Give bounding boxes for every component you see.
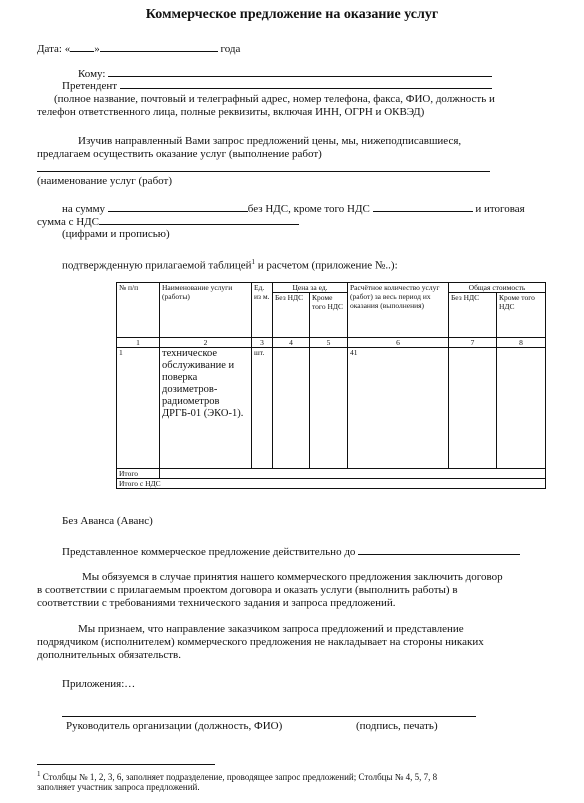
sum-suffix: и итоговая [475,203,525,215]
date-line [37,40,240,56]
col-number-8: 8 [497,338,546,348]
applicant-hint-1: (полное название, почтовый и телеграфный адрес, номер телефона, факса, ФИО, должность и [54,93,495,105]
attachments-label: Приложения:… [62,678,136,690]
row-total-vat[interactable] [497,348,546,469]
sum-line-2 [37,213,299,229]
sum-prefix: на сумму [62,203,106,215]
applicant-field[interactable] [120,77,492,89]
sum-mid: без НДС, кроме того НДС [247,203,370,215]
header-price: Цена за ед. [273,283,348,293]
confirmed-tail: и расчетом (приложение №..): [255,259,398,272]
row-total-net[interactable] [449,348,497,469]
header-num: № п/п [117,283,160,338]
header-price-net: Без НДС [273,293,310,338]
col-number-6: 6 [348,338,449,348]
date-month-field[interactable] [100,40,218,52]
signature-head-label: Руководитель организации (должность, ФИО) [66,720,283,732]
service-field[interactable] [37,171,490,172]
header-price-vat: Кроме того НДС [310,293,348,338]
col-number-5: 5 [310,338,348,348]
document-title: Коммерческое предложение на оказание услуг [145,7,439,22]
sum-total-field[interactable] [99,213,299,225]
obligation-text-3: соответствии с требованиями технического задания и запроса предложений. [37,597,396,609]
header-unit: Ед. из м. [252,283,273,338]
header-total-vat: Кроме того НДС [497,293,546,338]
intro-text-1: Изучив направленный Вами запрос предложений цены, мы, нижеподписавшиеся, [78,135,462,147]
confirmed-main: подтвержденную прилагаемой таблицей [62,259,252,272]
col-number-1: 1 [117,338,160,348]
col-number-2: 2 [160,338,252,348]
footnote-number: 1 [37,770,41,778]
date-suffix: года [217,43,241,55]
signature-sign-label: (подпись, печать) [356,720,438,732]
footnote-separator [37,764,215,765]
date-mid: » [94,43,100,55]
recognition-text-2: подрядчиком (исполнителем) коммерческого предложения не накладывает на стороны никаких [37,636,484,648]
col-number-3: 3 [252,338,273,348]
row-service-name: техническое обслуживание и поверка дозиметров-радиометров ДРГБ-01 (ЭКО-1). [160,348,252,469]
applicant-line [62,77,492,93]
row-price-net[interactable] [273,348,310,469]
header-qty: Расчётное количество услуг (работ) за весь период их оказания (выполнения) [348,283,449,338]
row-num: 1 [117,348,160,469]
row-price-vat[interactable] [310,348,348,469]
confirmed-text [62,256,398,273]
advance-text: Без Аванса (Аванс) [62,515,153,527]
date-day-field[interactable] [70,40,94,52]
sum-vat-field[interactable] [373,200,473,212]
header-name: Наименование услуги (работы) [160,283,252,338]
total-value[interactable] [160,469,546,479]
sum-net-field[interactable] [108,200,248,212]
footnote-line-2: заполняет участник запроса предложений. [37,782,200,792]
obligation-text-1: Мы обязуемся в случае принятия нашего коммерческого предложения заключить договор [82,571,503,583]
to-field[interactable] [108,65,492,77]
intro-text-2: предлагаем осуществить оказание услуг (выполнение работ) [37,148,322,160]
service-hint: (наименование услуг (работ) [37,175,172,187]
date-prefix: Дата: « [37,43,71,55]
applicant-label: Претендент [62,80,118,92]
valid-text: Представленное коммерческое предложение действительно до [62,546,356,558]
footnote-ref: 1 [251,258,256,266]
valid-line [62,543,520,559]
recognition-text-3: дополнительных обязательств. [37,649,181,661]
row-qty: 41 [348,348,449,469]
applicant-hint-2: телефон ответственного лица, полные реквизиты, включая ИНН, ОГРН и ОКВЭД) [37,106,425,118]
col-number-7: 7 [449,338,497,348]
signature-line[interactable] [62,716,476,717]
to-label: Кому: [78,68,106,80]
total-vat-label: Итого с НДС [117,479,546,489]
footnote-text-1: Столбцы № 1, 2, 3, 6, заполняет подразделение, проводящее запрос предложений; Столбцы № 4, 5, 7, 8 [40,772,438,782]
obligation-text-2: в соответствии с прилагаемым проектом договора и оказать услуги (выполнить работы) в [37,584,458,596]
row-unit: шт. [252,348,273,469]
sum-hint: (цифрами и прописью) [62,228,170,240]
header-total-net: Без НДС [449,293,497,338]
total-label: Итого [117,469,160,479]
valid-date-field[interactable] [358,543,520,555]
col-number-4: 4 [273,338,310,348]
recognition-text-1: Мы признаем, что направление заказчиком запроса предложений и представление [78,623,464,635]
header-total: Общая стоимость [449,283,546,293]
sum-total-label: сумма с НДС [37,216,99,228]
services-table [116,282,546,489]
